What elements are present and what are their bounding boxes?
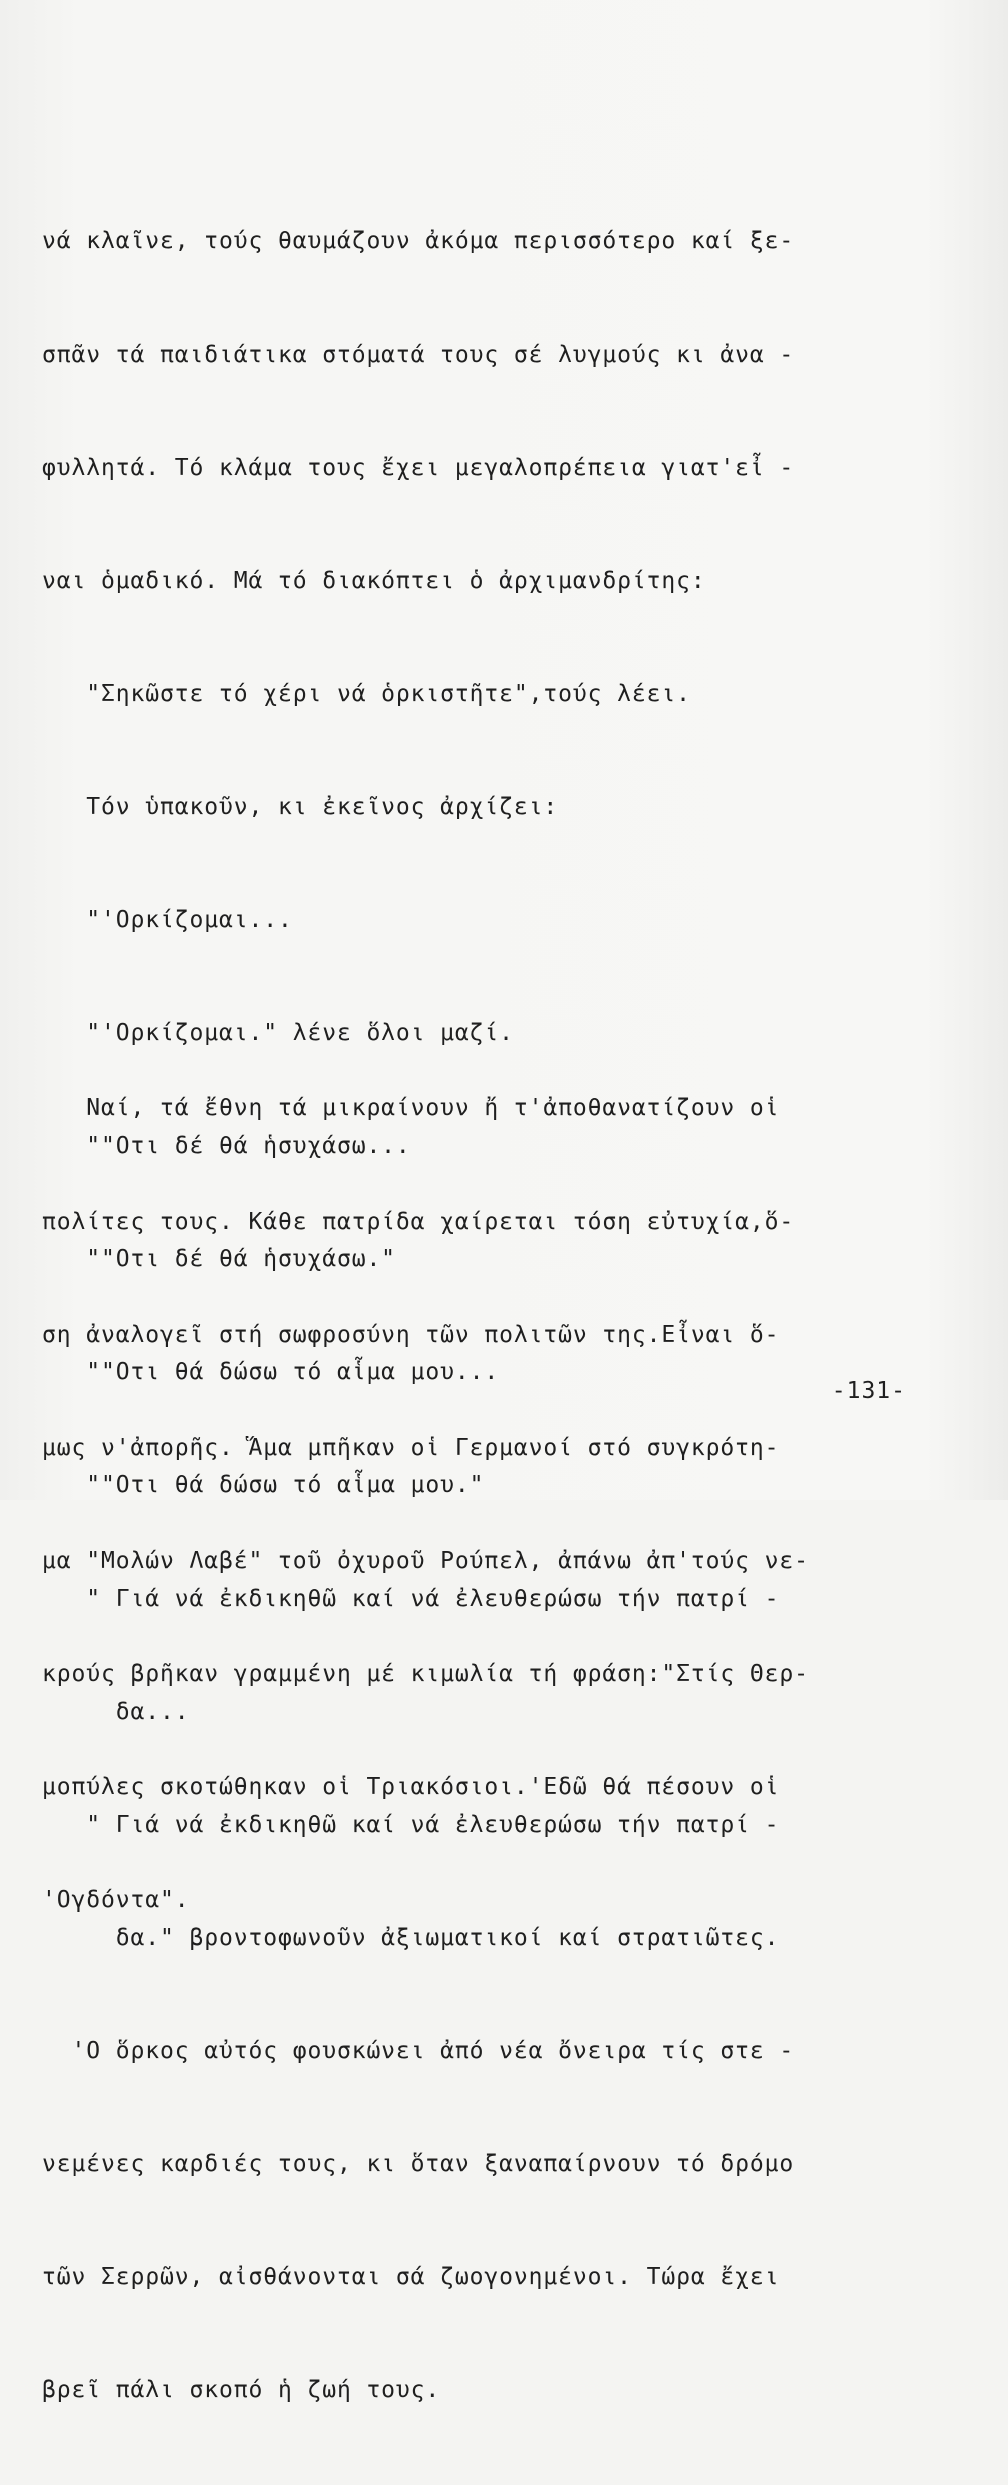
- text-line: βρεῖ πάλι σκοπό ἡ ζωή τους.: [42, 2377, 441, 2404]
- text-line: " Γιά νά ἐκδικηθῶ καί νά ἐλευθερώσω τήν πατρί -: [42, 1585, 780, 1612]
- text-line: κρούς βρῆκαν γραμμένη μέ κιμωλία τή φράση:"Στίς Θερ-: [42, 1660, 809, 1687]
- text-line: νεμένες καρδιές τους, κι ὅταν ξαναπαίρνουν τό δρόμο: [42, 2151, 795, 2177]
- text-line: δα." βροντοφωνοῦν ἀξιωματικοί καί στρατιῶτες.: [42, 1924, 780, 1951]
- text-line: φυλλητά. Τό κλάμα τους ἔχει μεγαλοπρέπεια γιατ'εἶ -: [42, 454, 795, 481]
- text-line: 'Ογδόντα".: [42, 1887, 190, 1914]
- text-line: ση ἀναλογεῖ στή σωφροσύνη τῶν πολιτῶν της.Εἶναι ὅ-: [42, 1321, 780, 1348]
- text-line: νά κλαῖνε, τούς θαυμάζουν ἀκόμα περισσότερο καί ξε-: [42, 228, 795, 255]
- text-line: ""Οτι θά δώσω τό αἷμα μου...: [42, 1359, 500, 1386]
- text-line: μα "Μολών Λαβέ" τοῦ ὀχυροῦ Ρούπελ, ἀπάνω ἀπ'τούς νε-: [42, 1547, 809, 1574]
- text-line: δα...: [42, 1698, 190, 1725]
- paragraph-thermopylae: [42, 1015, 922, 1995]
- text-line: "Σηκῶστε τό χέρι νά ὁρκιστῆτε",τούς λέει.: [42, 680, 691, 707]
- text-line: ναι ὁμαδικό. Μά τό διακόπτει ὁ ἀρχιμανδρίτης:: [42, 567, 706, 594]
- text-line: πολίτες τους. Κάθε πατρίδα χαίρεται τόση εὐτυχία,ὅ-: [42, 1208, 795, 1235]
- text-line: σπᾶν τά παιδιάτικα στόματά τους σέ λυγμούς κι ἀνα -: [42, 341, 795, 368]
- text-line: "'Ορκίζομαι...: [42, 906, 293, 933]
- text-line: 'Ο ὅρκος αὐτός φουσκώνει ἀπό νέα ὄνειρα τίς στε -: [42, 2037, 795, 2064]
- page-number: -131-: [831, 1378, 906, 1404]
- text-line: Ναί, τά ἔθνη τά μικραίνουν ἤ τ'ἀποθανατίζουν οἱ: [42, 1095, 780, 1122]
- text-line: ""Οτι δέ θά ἡσυχάσω...: [42, 1133, 411, 1160]
- text-line: ""Οτι δέ θά ἡσυχάσω.": [42, 1246, 396, 1273]
- text-line: ""Οτι θά δώσω τό αἷμα μου.": [42, 1472, 485, 1499]
- text-line: Τόν ὑπακοῦν, κι ἐκεῖνος ἀρχίζει:: [42, 793, 559, 820]
- text-line: " Γιά νά ἐκδικηθῶ καί νά ἐλευθερώσω τήν πατρί -: [42, 1811, 780, 1838]
- text-line: μοπύλες σκοτώθηκαν οἱ Τριακόσιοι.'Εδῶ θά πέσουν οἱ: [42, 1773, 780, 1800]
- text-line: μως ν'ἀπορῆς. Ἅμα μπῆκαν οἱ Γερμανοί στό συγκρότη-: [42, 1434, 780, 1461]
- text-line: "'Ορκίζομαι." λένε ὅλοι μαζί.: [42, 1020, 514, 1047]
- text-line: τῶν Σερρῶν, αἰσθάνονται σά ζωογονημένοι. Τώρα ἔχει: [42, 2264, 780, 2291]
